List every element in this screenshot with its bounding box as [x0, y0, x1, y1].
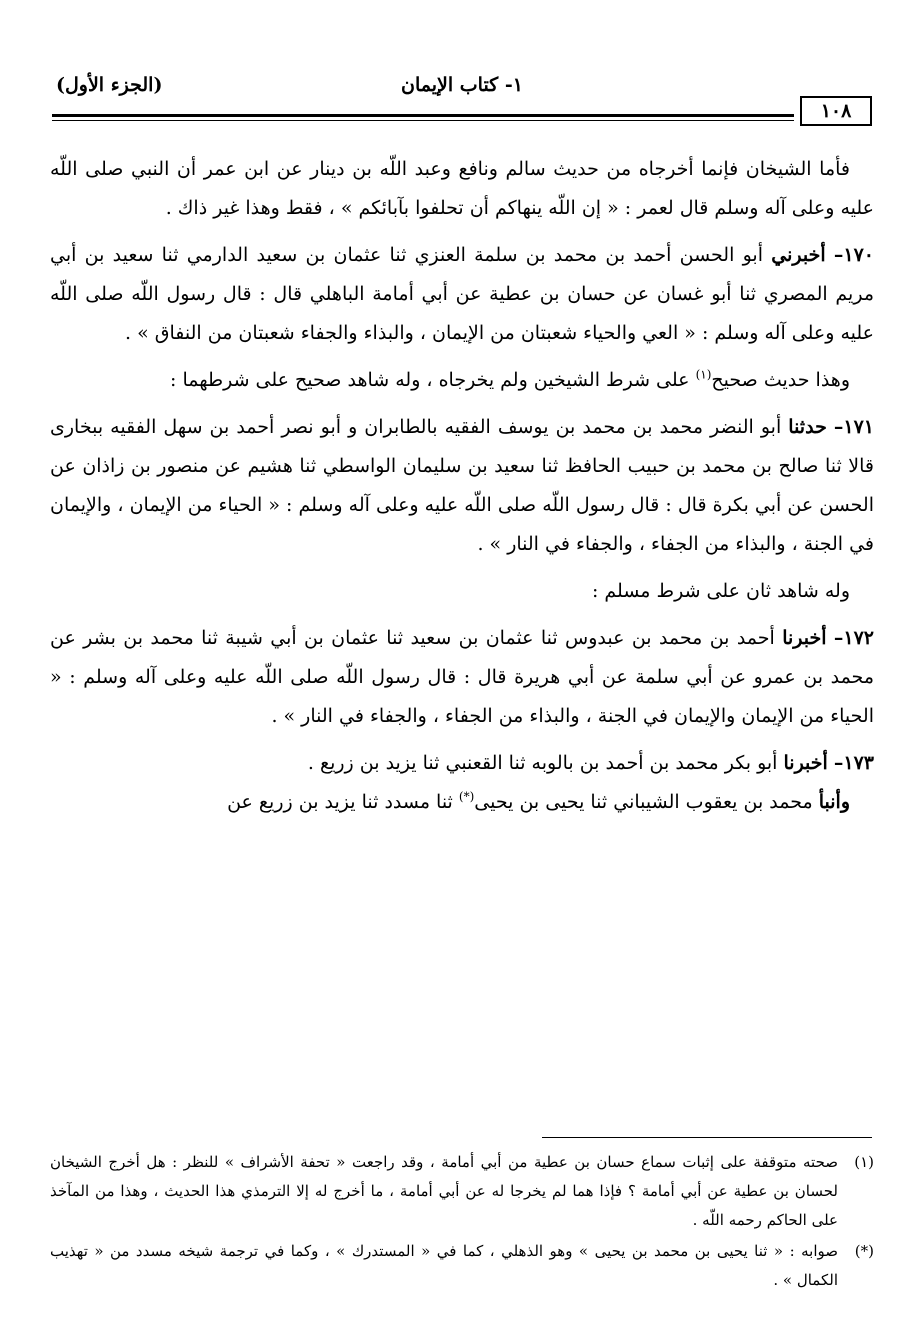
hadith-number: ١٧٣–	[833, 752, 874, 774]
footnote-star	[50, 1237, 874, 1295]
paragraph-chain-continuation	[50, 783, 874, 822]
hadith-172	[50, 619, 874, 736]
footnote-text: صوابه : « ثنا يحيى بن محمد بن يحيى » وهو الذهلي ، كما في « المستدرك » ، وكما في ترجمة شيخه مسدد من « تهذيب الكمال » .	[50, 1242, 838, 1289]
footnotes	[50, 1148, 874, 1297]
chapter-title: ١- كتاب الإيمان	[401, 74, 523, 96]
hadith-keyword: أخبرنا	[783, 752, 828, 774]
footnote-mark: (١)	[854, 1153, 874, 1171]
page-number: ١٠٨	[800, 96, 872, 126]
paragraph-text-after: ثنا مسدد ثنا يزيد بن زريع عن	[227, 791, 453, 813]
header-rule-thin	[52, 120, 794, 121]
hadith-keyword: أخبرني	[771, 244, 826, 266]
paragraph-text-after: على شرط الشيخين ولم يخرجاه ، وله شاهد صحيح على شرطهما :	[170, 369, 690, 391]
footnote-separator	[542, 1137, 872, 1138]
hadith-text: أبو بكر محمد بن أحمد بن بالوبه ثنا القعنبي ثنا يزيد بن زريع .	[307, 752, 778, 774]
hadith-keyword: أخبرنا	[782, 627, 827, 649]
paragraph-witness	[50, 572, 874, 611]
chain-keyword: وأنبأ	[818, 791, 850, 813]
hadith-number: ١٧٢–	[833, 627, 875, 649]
paragraph-text-before: وهذا حديث صحيح	[711, 369, 850, 391]
paragraph-text: فأما الشيخان فإنما أخرجاه من حديث سالم ونافع وعبد اللّه بن دينار عن ابن عمر أن النبي صلى اللّه عليه وعلى آله وسلم قال لعمر : « إن اللّه ينهاكم أن تحلفوا بآبائكم » ، فقط وهذا غير ذاك .	[50, 158, 874, 219]
header-rule-thick	[52, 114, 794, 117]
footnote-1	[50, 1148, 874, 1235]
paragraph-text-before: محمد بن يعقوب الشيباني ثنا يحيى بن يحيى	[474, 791, 813, 813]
footnote-text: صحته متوقفة على إثبات سماع حسان بن عطية من أبي أمامة ، وقد راجعت « تحفة الأشراف » للنظر : هل أخرج الشيخان لحسان بن عطية عن أبي أمامة ؟ فإذا هما لم يخرجا له عن أبي أمامة ، ما أخرج له إلا الترمذي هذا الحديث ، وهذا من المآخذ على الحاكم رحمه اللّه .	[50, 1153, 838, 1229]
page-header	[50, 60, 874, 100]
hadith-text: أبو النضر محمد بن محمد بن يوسف الفقيه بالطابران و أبو نصر أحمد بن سهل الفقيه ببخارى قالا ثنا صالح بن محمد بن حبيب الحافظ ثنا سعيد بن سليمان الواسطي ثنا هشيم عن منصور بن زاذان عن الحسن عن أبي بكرة قال : قال رسول اللّه صلى اللّه عليه وعلى آله وسلم : « الحياء من الإيمان ، والإيمان في الجنة ، والبذاء من الجفاء ، والجفاء في النار » .	[50, 416, 874, 555]
footnote-reference[interactable]: (١)	[695, 367, 712, 382]
main-text	[50, 150, 874, 830]
volume-label: (الجزء الأول)	[56, 74, 163, 96]
hadith-173	[50, 744, 874, 783]
hadith-171	[50, 408, 874, 564]
footnote-mark: (*)	[854, 1242, 874, 1260]
paragraph-intro	[50, 150, 874, 228]
paragraph-grading	[50, 361, 874, 400]
hadith-170	[50, 236, 874, 353]
hadith-number: ١٧٠–	[833, 244, 875, 266]
hadith-text: أبو الحسن أحمد بن محمد بن سلمة العنزي ثنا عثمان بن سعيد الدارمي ثنا سعيد بن أبي مريم المصري ثنا أبو غسان عن حسان بن عطية عن أبي أمامة الباهلي قال : قال رسول اللّه صلى اللّه عليه وعلى آله وسلم : « العي والحياء شعبتان من الإيمان ، والبذاء والجفاء شعبتان من النفاق » .	[50, 244, 874, 344]
hadith-number: ١٧١–	[833, 416, 874, 438]
footnote-reference[interactable]: (*)	[458, 789, 475, 804]
paragraph-text: وله شاهد ثان على شرط مسلم :	[591, 580, 850, 602]
hadith-text: أحمد بن محمد بن عبدوس ثنا عثمان بن سعيد ثنا عثمان بن أبي شيبة ثنا محمد بن بشر عن محمد بن عمرو عن أبي سلمة عن أبي هريرة قال : قال رسول اللّه صلى اللّه عليه وعلى آله وسلم : « الحياء من الإيمان والإيمان في الجنة ، والبذاء من الجفاء ، والجفاء في النار » .	[50, 627, 874, 727]
hadith-keyword: حدثنا	[788, 416, 827, 438]
